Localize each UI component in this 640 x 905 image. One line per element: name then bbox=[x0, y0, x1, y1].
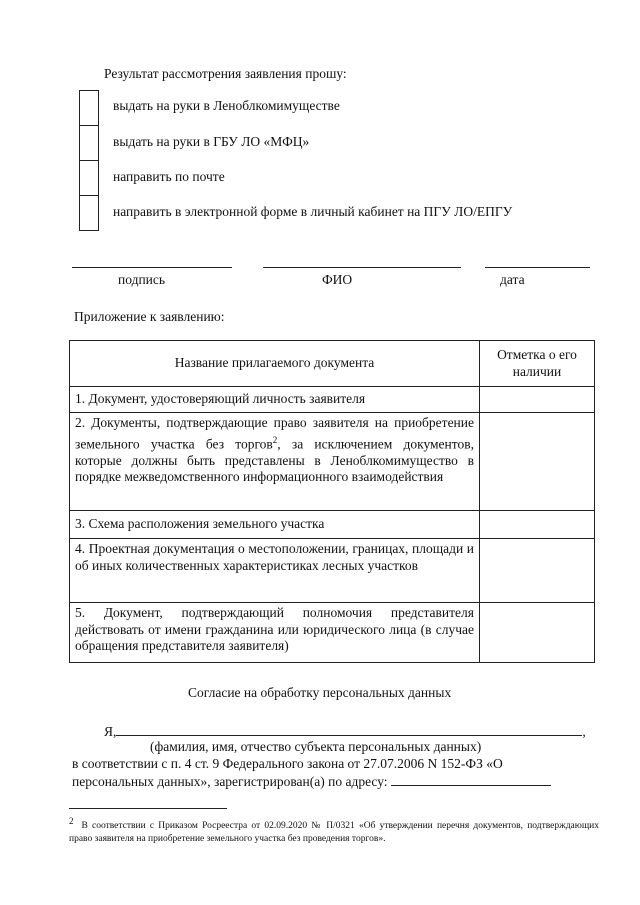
option-label-post: направить по почте bbox=[113, 169, 225, 184]
consent-line-2: персональных данных», зарегистрирован(а) по адресу: bbox=[72, 774, 388, 789]
option-label-mu: выдать на руки в Леноблкомимуществе bbox=[113, 98, 340, 113]
consent-i-suffix: , bbox=[582, 724, 586, 739]
doc-name-2-main: 2. Документы, подтверждающие право заявителя на приобретение земельного участка без торгов bbox=[75, 415, 474, 451]
doc-mark-cell-4[interactable] bbox=[480, 539, 595, 603]
doc-name-4: 4. Проектная документация о местоположении, границах, площади и об иных количественных характеристиках лесных участков bbox=[70, 539, 480, 603]
table-row bbox=[70, 511, 595, 539]
consent-i-prefix: Я, bbox=[104, 724, 117, 739]
doc-name-2-tail: , за исключением документов, которые должны быть представлены в Леноблкомимущество в порядке межведомственного информационного взаимодействия bbox=[75, 436, 474, 484]
consent-line-2-row bbox=[72, 773, 551, 790]
option-label-mfc: выдать на руки в ГБУ ЛО «МФЦ» bbox=[113, 134, 310, 149]
fio-line[interactable] bbox=[263, 267, 461, 268]
option-checkbox-post[interactable] bbox=[79, 160, 99, 195]
subject-hint: (фамилия, имя, отчество субъекта персональных данных) bbox=[150, 739, 482, 754]
table-row bbox=[70, 603, 595, 663]
col-header-mark: Отметка о его наличии bbox=[480, 341, 595, 387]
footnote bbox=[69, 815, 599, 846]
footnote-mark: 2 bbox=[69, 816, 74, 826]
doc-name-5: 5. Документ, подтверждающий полномочия представителя действовать от имени гражданина или юридического лица (в случае обращения представителя заявителя) bbox=[70, 603, 480, 663]
table-row bbox=[70, 539, 595, 603]
footnote-text: В соответствии с Приказом Росреестра от 02.09.2020 № П/0321 «Об утверждении перечня документов, подтверждающих право заявителя на приобретение земельного участка без проведения торгов». bbox=[69, 821, 599, 845]
address-field[interactable] bbox=[391, 773, 551, 786]
col-header-name: Название прилагаемого документа bbox=[70, 341, 480, 387]
option-checkbox-mfc[interactable] bbox=[79, 125, 99, 160]
table-row bbox=[70, 387, 595, 413]
subject-name-field[interactable] bbox=[116, 723, 582, 736]
footnote-ref: 2 bbox=[272, 434, 278, 445]
consent-title: Согласие на обработку персональных данных bbox=[188, 685, 452, 700]
consent-name-row bbox=[104, 723, 586, 740]
signature-line[interactable] bbox=[72, 267, 232, 268]
fio-label: ФИО bbox=[322, 272, 353, 287]
footnote-separator bbox=[69, 808, 227, 809]
option-label-online: направить в электронной форме в личный кабинет на ПГУ ЛО/ЕПГУ bbox=[113, 204, 513, 219]
option-checkbox-online[interactable] bbox=[79, 195, 99, 231]
table-row bbox=[70, 413, 595, 511]
doc-mark-cell-5[interactable] bbox=[480, 603, 595, 663]
attachment-heading: Приложение к заявлению: bbox=[74, 309, 225, 324]
doc-mark-cell-3[interactable] bbox=[480, 511, 595, 539]
date-label: дата bbox=[500, 272, 525, 287]
doc-name-2 bbox=[70, 413, 480, 511]
option-checkbox-mu[interactable] bbox=[79, 90, 99, 125]
doc-mark-cell-1[interactable] bbox=[480, 387, 595, 413]
date-line[interactable] bbox=[485, 267, 590, 268]
consent-line-1: в соответствии с п. 4 ст. 9 Федерального закона от 27.07.2006 N 152-ФЗ «О bbox=[72, 756, 503, 771]
doc-name-3: 3. Схема расположения земельного участка bbox=[70, 511, 480, 539]
signature-label: подпись bbox=[118, 272, 166, 287]
attachment-table bbox=[69, 340, 595, 663]
doc-mark-cell-2[interactable] bbox=[480, 413, 595, 511]
doc-name-1: 1. Документ, удостоверяющий личность заявителя bbox=[70, 387, 480, 413]
request-heading: Результат рассмотрения заявления прошу: bbox=[104, 66, 347, 81]
